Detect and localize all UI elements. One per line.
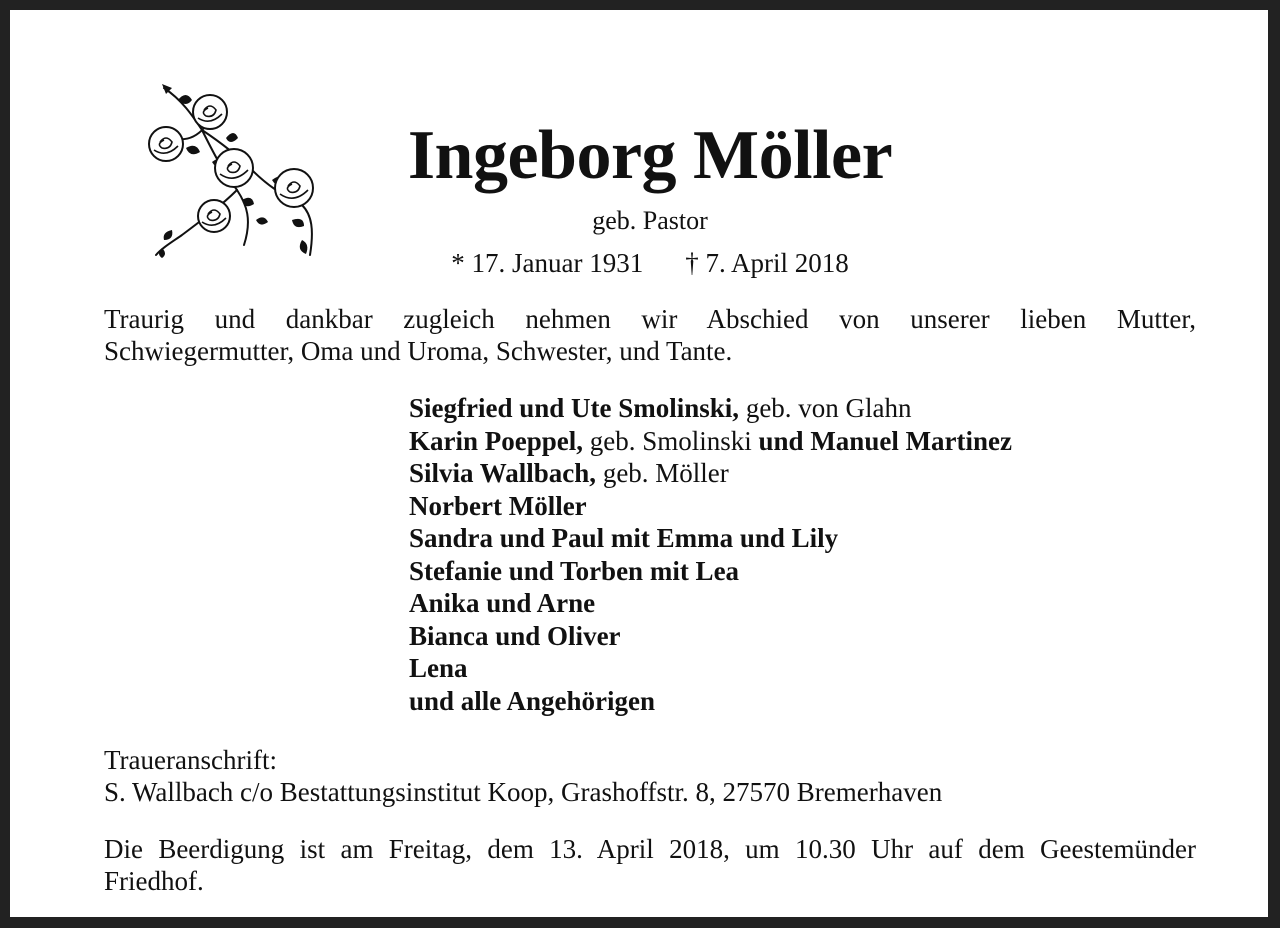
mourner-row: Sandra und Paul mit Emma und Lily <box>409 523 839 553</box>
farewell-line-1: Traurig und dankbar zugleich nehmen wir Abschied von unserer lieben Mutter, <box>104 304 1196 334</box>
birth-date: * 17. Januar 1931 <box>451 248 644 278</box>
mourner-row: Norbert Möller <box>409 490 587 521</box>
mourners-list <box>409 392 1189 717</box>
mourning-address <box>104 744 1196 808</box>
deceased-name: Ingeborg Möller <box>407 117 893 194</box>
mourner-row: Karin Poeppel, geb. Smolinski und Manuel Martinez <box>409 425 1013 456</box>
mourner-row: und alle Angehörigen <box>409 685 656 716</box>
funeral-info <box>104 833 1196 897</box>
mourner-row: Stefanie und Torben mit Lea <box>409 555 740 586</box>
mourner-row: Siegfried und Ute Smolinski, geb. von Glahn <box>409 393 912 423</box>
farewell-text <box>104 303 1196 367</box>
mourner-row: Bianca und Oliver <box>409 620 621 651</box>
funeral-line-1: Die Beerdigung ist am Freitag, dem 13. April 2018, um 10.30 Uhr auf dem Geestemünder <box>104 834 1196 864</box>
death-date: † 7. April 2018 <box>685 248 849 278</box>
mourner-row: Anika und Arne <box>409 588 596 618</box>
life-dates <box>10 247 1280 279</box>
funeral-line-2: Friedhof. <box>104 866 204 896</box>
address-label: Traueranschrift: <box>104 745 277 775</box>
mourner-row: Silvia Wallbach, geb. Möller <box>409 458 729 488</box>
farewell-line-2: Schwiegermutter, Oma und Uroma, Schwester, und Tante. <box>104 336 733 366</box>
maiden-name: geb. Pastor <box>592 206 708 235</box>
mourner-row: Lena <box>409 653 468 683</box>
address-text: S. Wallbach c/o Bestattungsinstitut Koop, Grashoffstr. 8, 27570 Bremerhaven <box>104 777 943 807</box>
